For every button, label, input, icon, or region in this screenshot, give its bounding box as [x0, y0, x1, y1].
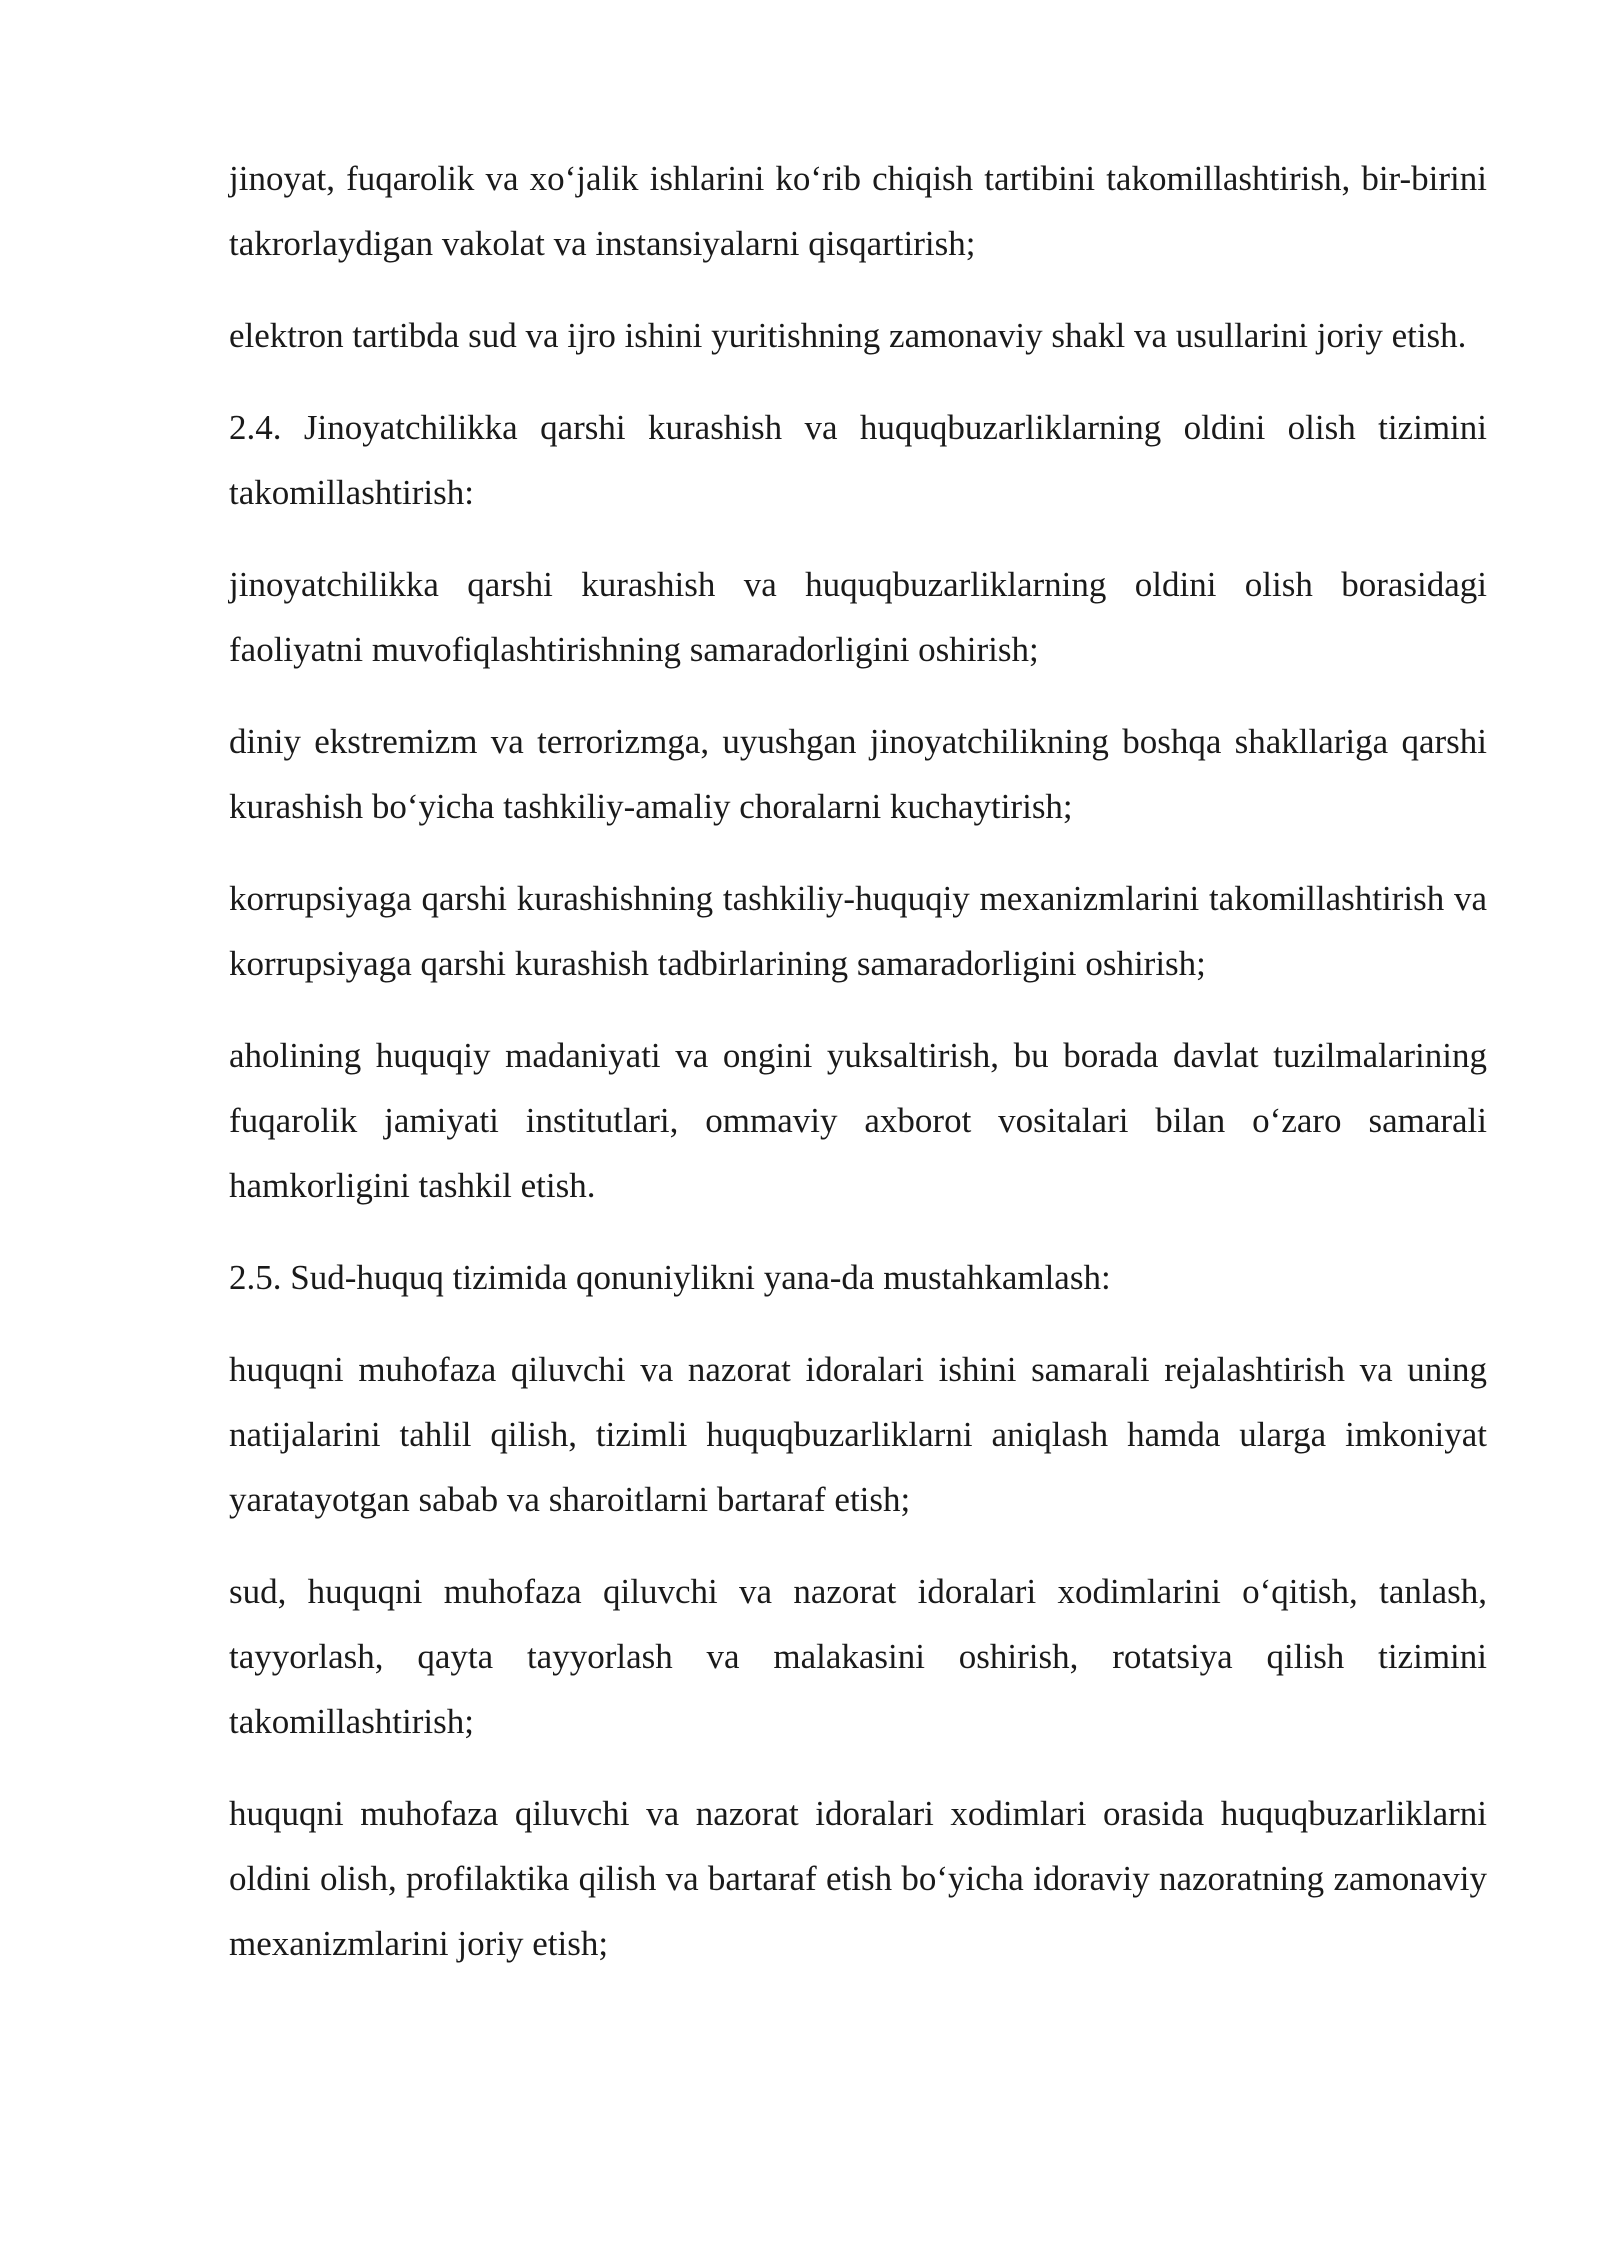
- paragraph-coordination: jinoyatchilikka qarshi kurashish va huquqbuzarliklarning oldini olish borasidagi faoliyatni muvofiqlashtirishning samaradorligini oshirish;: [229, 565, 1487, 669]
- paragraph-staff-training: sud, huquqni muhofaza qiluvchi va nazorat idoralari xodimlarini oʻqitish, tanlash, tayyorlash, qayta tayyorlash va malakasini oshirish, rotatsiya qilish tizimini takomillashtirish;: [229, 1572, 1487, 1741]
- paragraph-legal-culture: aholining huquqiy madaniyati va ongini yuksaltirish, bu borada davlat tuzilmalarining fuqarolik jamiyati institutlari, ommaviy axborot vositalari bilan oʻzaro samarali hamkorligini tashkil etish.: [229, 1036, 1487, 1205]
- paragraph-departmental-control: huquqni muhofaza qiluvchi va nazorat idoralari xodimlari orasida huquqbuzarliklarni oldini olish, profilaktika qilish va bartaraf etish boʻyicha idoraviy nazoratning zamonaviy mexanizmlarini joriy etish;: [229, 1794, 1487, 1963]
- section-heading-2-5: 2.5. Sud-huquq tizimida qonuniylikni yana-da mustahkamlash:: [229, 1258, 1111, 1297]
- document-body: [229, 146, 1487, 2003]
- paragraph-electronic-proceedings: elektron tartibda sud va ijro ishini yuritishning zamonaviy shakl va usullarini joriy etish.: [229, 316, 1467, 355]
- section-heading-2-4: 2.4. Jinoyatchilikka qarshi kurashish va huquqbuzarliklarning oldini olish tizimini takomillashtirish:: [229, 408, 1487, 512]
- paragraph-planning: huquqni muhofaza qiluvchi va nazorat idoralari ishini samarali rejalashtirish va uning natijalarini tahlil qilish, tizimli huquqbuzarliklarni aniqlash hamda ularga imkoniyat yaratayotgan sabab va sharoitlarni bartaraf etish;: [229, 1350, 1487, 1519]
- paragraph-court-procedures: jinoyat, fuqarolik va xoʻjalik ishlarini koʻrib chiqish tartibini takomillashtirish, bir-birini takrorlaydigan vakolat va instansiyalarni qisqartirish;: [229, 159, 1487, 263]
- paragraph-extremism: diniy ekstremizm va terrorizmga, uyushgan jinoyatchilikning boshqa shakllariga qarshi kurashish boʻyicha tashkiliy-amaliy choralarni kuchaytirish;: [229, 722, 1487, 826]
- paragraph-corruption: korrupsiyaga qarshi kurashishning tashkiliy-huquqiy mexanizmlarini takomillashtirish va korrupsiyaga qarshi kurashish tadbirlarining samaradorligini oshirish;: [229, 879, 1487, 983]
